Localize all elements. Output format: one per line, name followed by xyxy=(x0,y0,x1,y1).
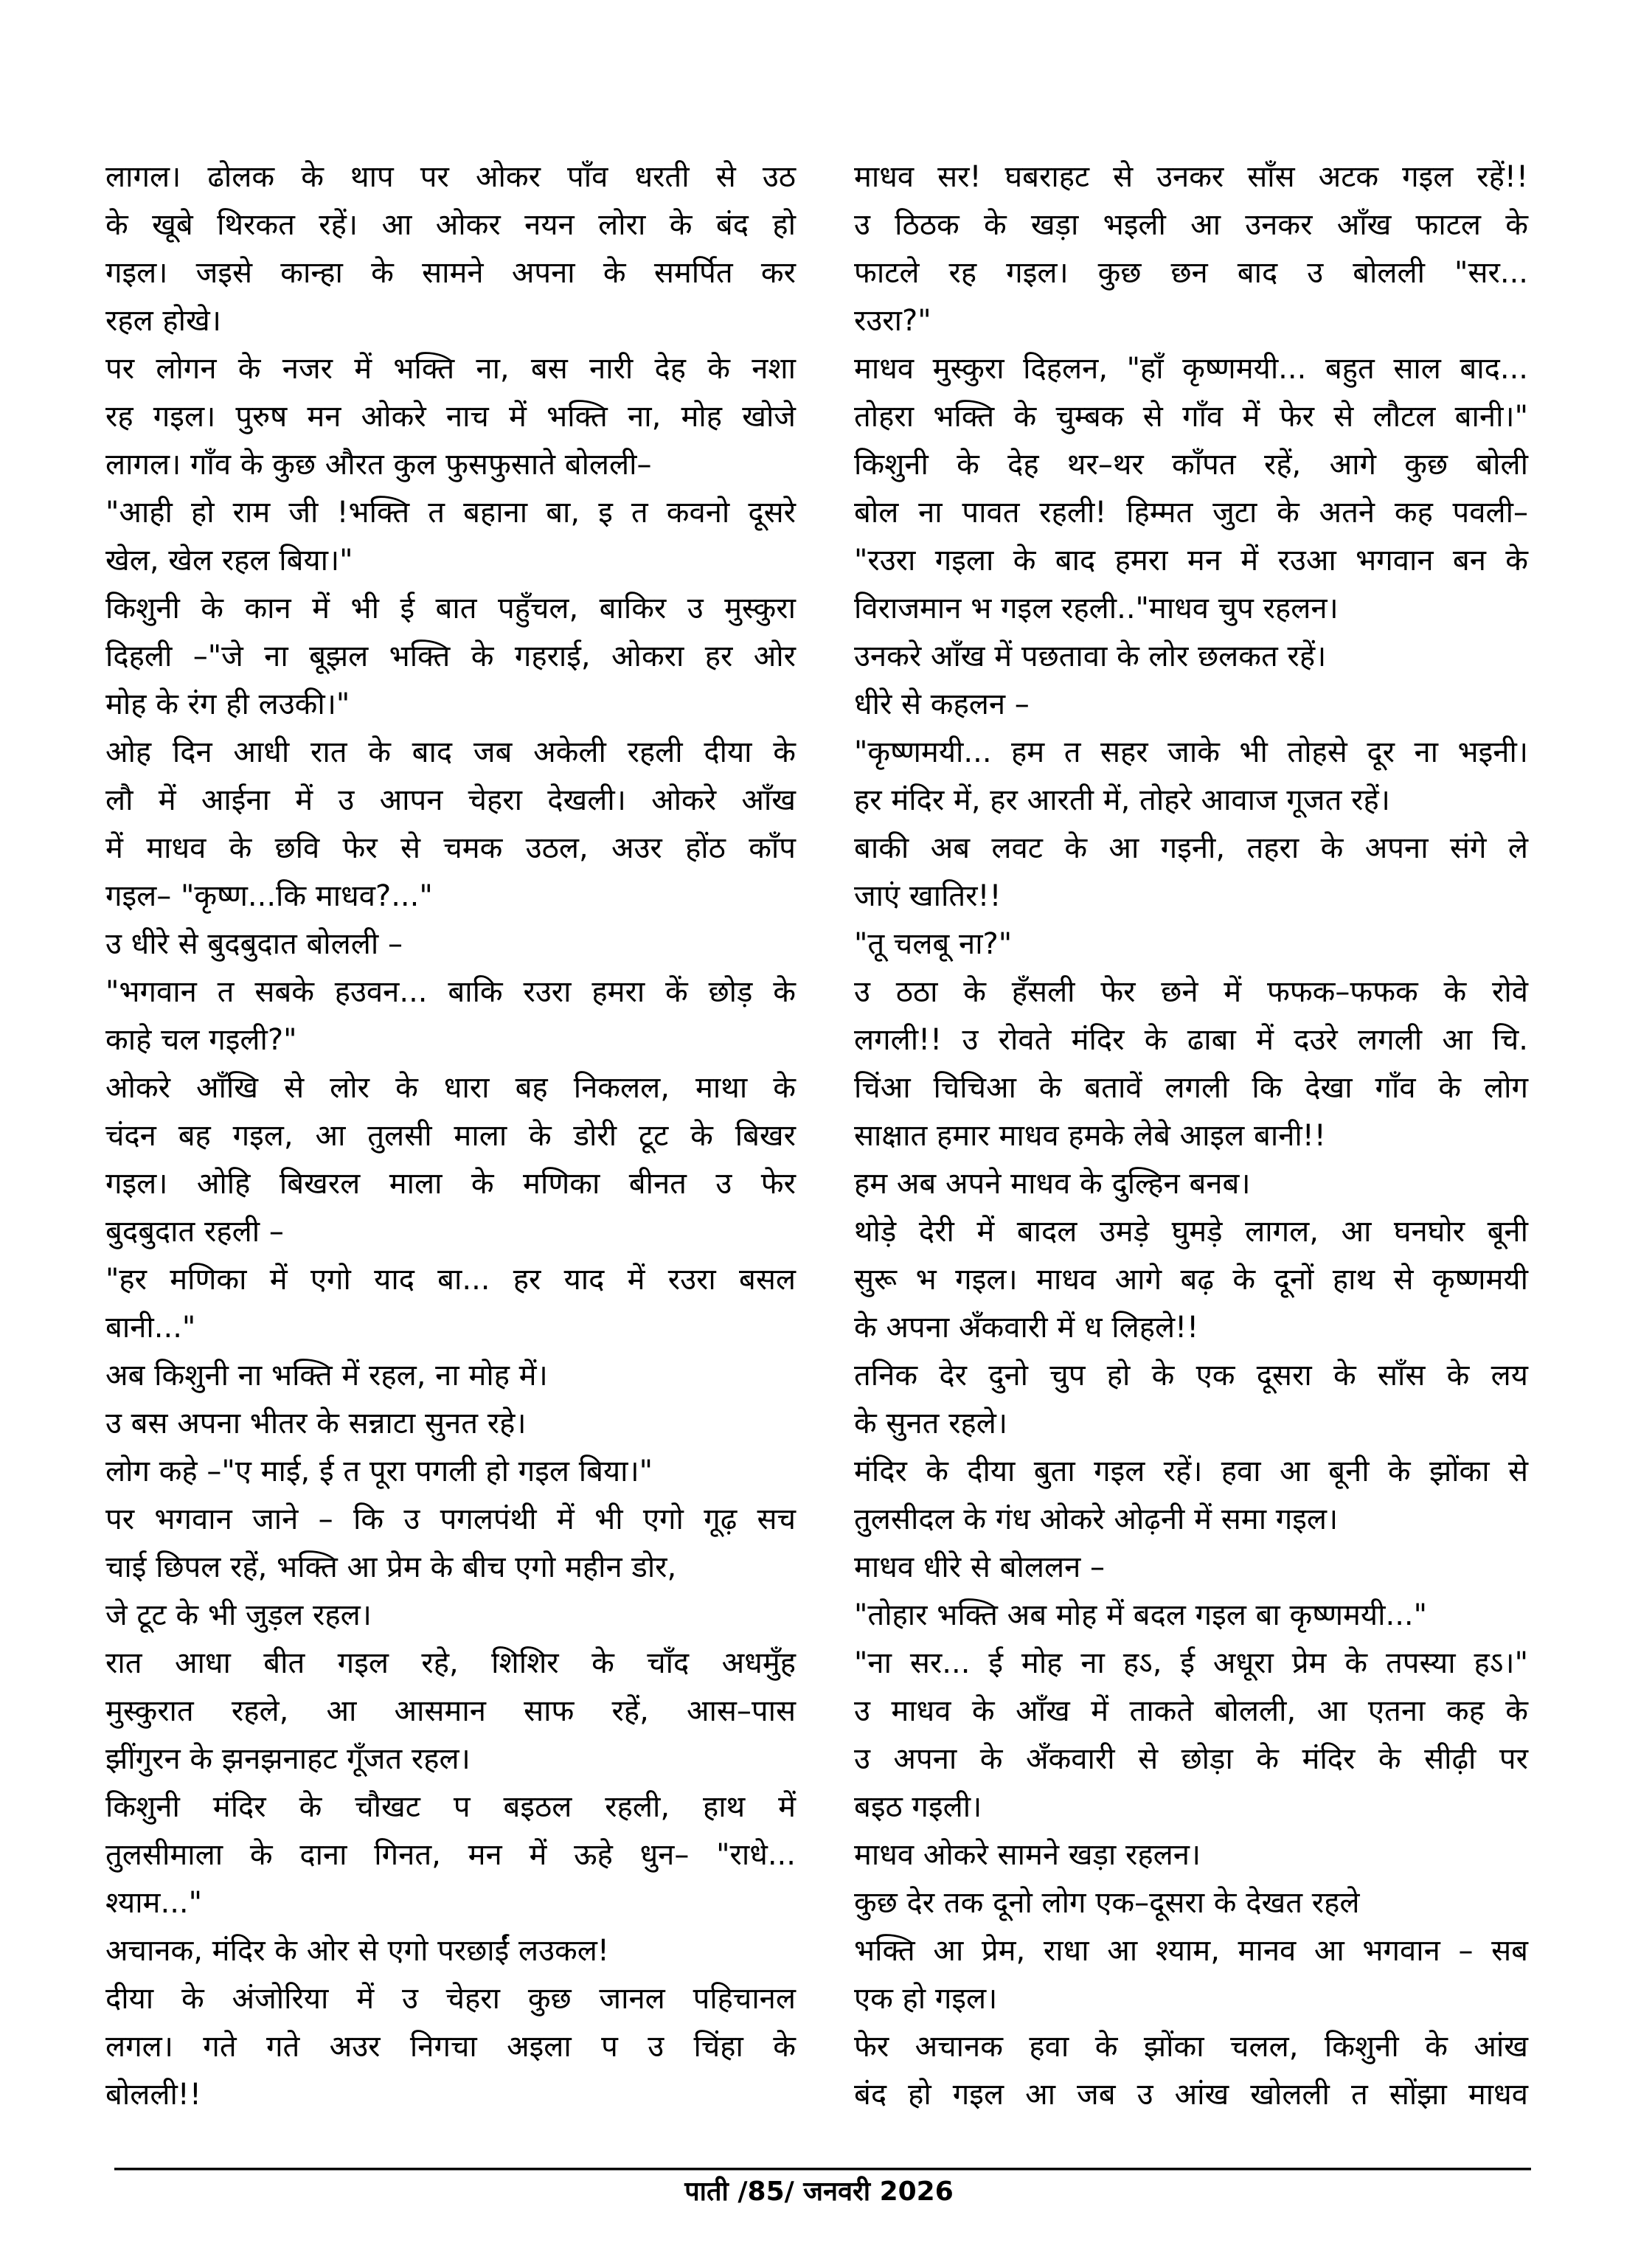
text-line: गइल– "कृष्ण...कि माधव?..." xyxy=(105,879,433,913)
text-line: उ ठठा के हँसली फेर छने में फफक–फफक के रोवे xyxy=(854,975,1528,1009)
text-line: हम अब अपने माधव के दुल्हिन बनब। xyxy=(854,1167,1251,1201)
text-line: बइठ गइली। xyxy=(854,1790,982,1824)
text-line: लोग कहे –"ए माई, ई त पूरा पगली हो गइल बिया।" xyxy=(105,1454,653,1488)
text-line: ओकरे आँखि से लोर के धारा बह निकलल, माथा के xyxy=(105,1071,796,1105)
text-line: बोलली!! xyxy=(105,2078,201,2112)
text-line: रउरा?" xyxy=(854,304,931,338)
text-line: तोहरा भक्ति के चुम्बक से गाँव में फेर से लौटल बानी।" xyxy=(854,400,1528,434)
text-line: श्याम..." xyxy=(105,1886,203,1920)
text-line: उ अपना के अँकवारी से छोड़ा के मंदिर के सीढ़ी पर xyxy=(854,1742,1528,1776)
text-line: रात आधा बीत गइल रहे, शिशिर के चाँद अधमुँह xyxy=(105,1646,796,1680)
text-line: पर भगवान जाने – कि उ पगलपंथी में भी एगो गूढ़ सच xyxy=(105,1502,796,1536)
text-line: "कृष्णमयी... हम त सहर जाके भी तोहसे दूर ना भइनी। xyxy=(854,735,1528,769)
text-line: रह गइल। पुरुष मन ओकरे नाच में भक्ति ना, मोह खोजे xyxy=(105,400,796,434)
text-line: "ना सर... ई मोह ना हऽ, ई अधूरा प्रेम के तपस्या हऽ।" xyxy=(854,1646,1528,1680)
text-line: तनिक देर दुनो चुप हो के एक दूसरा के साँस के लय xyxy=(854,1359,1528,1393)
text-line: फेर अचानक हवा के झोंका चलल, किशुनी के आंख xyxy=(854,2030,1528,2064)
text-line: एक हो गइल। xyxy=(854,1982,998,2016)
text-line: "तू चलबू ना?" xyxy=(854,927,1013,961)
text-line: चिंआ चिचिआ के बतावें लगली कि देखा गाँव के लोग xyxy=(854,1071,1528,1105)
left-column xyxy=(105,153,796,2119)
text-line: जाएं खातिर!! xyxy=(854,879,1002,913)
text-line: उ ठिठक के खड़ा भइली आ उनकर आँख फाटल के xyxy=(854,208,1528,242)
text-line: अब किशुनी ना भक्ति में रहल, ना मोह में। xyxy=(105,1359,548,1393)
text-line: लगल। गते गते अउर निगचा अइला प उ चिंहा के xyxy=(105,2030,796,2064)
text-line: धीरे से कहलन – xyxy=(854,687,1030,721)
text-line: लागल। गाँव के कुछ औरत कुल फुसफुसाते बोलली– xyxy=(105,448,652,482)
text-line: किशुनी के कान में भी ई बात पहुँचल, बाकिर उ मुस्कुरा xyxy=(105,592,796,625)
text-line: के सुनत रहले। xyxy=(854,1407,1008,1440)
text-line: माधव ओकरे सामने खड़ा रहलन। xyxy=(854,1838,1201,1872)
text-line: अचानक, मंदिर के ओर से एगो परछाईं लउकल! xyxy=(105,1934,609,1968)
text-line: में माधव के छवि फेर से चमक उठल, अउर होंठ काँप xyxy=(105,831,796,865)
text-line: उनकरे आँख में पछतावा के लोर छलकत रहें। xyxy=(854,639,1327,673)
text-line: के अपना अँकवारी में ध लिहले!! xyxy=(854,1311,1199,1345)
text-line: "रउरा गइला के बाद हमरा मन में रउआ भगवान बन के xyxy=(854,544,1528,578)
text-line: फाटले रह गइल। कुछ छन बाद उ बोलली "सर... xyxy=(854,256,1528,290)
text-line: बाकी अब लवट के आ गइनी, तहरा के अपना संगे ले xyxy=(854,831,1528,865)
text-line: "हर मणिका में एगो याद बा... हर याद में रउरा बसल xyxy=(105,1263,796,1297)
text-line: काहे चल गइली?" xyxy=(105,1023,297,1057)
text-line: ओह दिन आधी रात के बाद जब अकेली रहली दीया के xyxy=(105,735,796,769)
text-line: माधव सर! घबराहट से उनकर साँस अटक गइल रहें!! xyxy=(854,160,1528,194)
page-footer: पाती /85/ जनवरी 2026 xyxy=(684,2177,954,2207)
text-line: मोह के रंग ही लउकी।" xyxy=(105,687,350,721)
footer-rule xyxy=(114,2168,1531,2171)
text-line: माधव धीरे से बोललन – xyxy=(854,1550,1105,1584)
text-line: दिहली –"जे ना बूझल भक्ति के गहराई, ओकरा हर ओर xyxy=(105,639,796,673)
text-line: हर मंदिर में, हर आरती में, तोहरे आवाज गूजत रहें। xyxy=(854,783,1390,817)
text-line: थोड़े देरी में बादल उमड़े घुमड़े लागल, आ घनघोर बूनी xyxy=(854,1215,1528,1249)
text-line: मंदिर के दीया बुता गइल रहें। हवा आ बूनी के झोंका से xyxy=(854,1454,1528,1488)
text-line: रहल होखे। xyxy=(105,304,221,338)
text-line: माधव मुस्कुरा दिहलन, "हाँ कृष्णमयी... बहुत साल बाद... xyxy=(854,352,1528,386)
right-column xyxy=(854,153,1528,2119)
text-line: कुछ देर तक दूनो लोग एक–दूसरा के देखत रहले xyxy=(854,1886,1360,1920)
text-line: चंदन बह गइल, आ तुलसी माला के डोरी टूट के बिखर xyxy=(105,1119,796,1153)
text-line: गइल। ओहि बिखरल माला के मणिका बीनत उ फेर xyxy=(105,1167,796,1201)
text-line: उ माधव के आँख में ताकते बोलली, आ एतना कह के xyxy=(854,1694,1528,1728)
text-line: लगली!! उ रोवते मंदिर के ढाबा में दउरे लगली आ चि. xyxy=(854,1023,1528,1057)
text-line: "आही हो राम जी !भक्ति त बहाना बा, इ त कवनो दूसरे xyxy=(105,496,796,530)
text-line: भक्ति आ प्रेम, राधा आ श्याम, मानव आ भगवान – सब xyxy=(854,1934,1528,1968)
text-line: दीया के अंजोरिया में उ चेहरा कुछ जानल पहिचानल xyxy=(105,1982,796,2016)
text-line: लौ में आईना में उ आपन चेहरा देखली। ओकरे आँख xyxy=(105,783,796,817)
text-line: बुदबुदात रहली – xyxy=(105,1215,284,1249)
text-line: गइल। जइसे कान्हा के सामने अपना के समर्पित कर xyxy=(105,256,796,290)
text-line: "भगवान त सबके हउवन... बाकि रउरा हमरा कें छोड़ के xyxy=(105,975,796,1009)
text-line: पर लोगन के नजर में भक्ति ना, बस नारी देह के नशा xyxy=(105,352,796,386)
text-line: उ धीरे से बुदबुदात बोलली – xyxy=(105,927,403,961)
text-line: उ बस अपना भीतर के सन्नाटा सुनत रहे। xyxy=(105,1407,527,1440)
text-line: तुलसीदल के गंध ओकरे ओढ़नी में समा गइल। xyxy=(854,1502,1339,1536)
text-line: किशुनी के देह थर–थर काँपत रहें, आगे कुछ बोली xyxy=(854,448,1528,482)
text-line: साक्षात हमार माधव हमके लेबे आइल बानी!! xyxy=(854,1119,1326,1153)
text-line: जे टूट के भी जुड़ल रहल। xyxy=(105,1598,372,1632)
text-line: लागल। ढोलक के थाप पर ओकर पाँव धरती से उठ xyxy=(105,160,796,194)
text-line: के खूबे थिरकत रहें। आ ओकर नयन लोरा के बंद हो xyxy=(105,208,796,242)
text-line: झींगुरन के झनझनाहट गूँजत रहल। xyxy=(105,1742,471,1776)
text-line: बंद हो गइल आ जब उ आंख खोलली त सोंझा माधव xyxy=(854,2078,1528,2112)
text-line: किशुनी मंदिर के चौखट प बइठल रहली, हाथ में xyxy=(105,1790,796,1824)
text-line: मुस्कुरात रहले, आ आसमान साफ रहें, आस–पास xyxy=(105,1694,796,1728)
text-line: विराजमान भ गइल रहली.."माधव चुप रहलन। xyxy=(854,592,1339,625)
text-line: खेल, खेल रहल बिया।" xyxy=(105,544,353,578)
text-line: बानी..." xyxy=(105,1311,196,1345)
text-line: सुरू भ गइल। माधव आगे बढ़ के दूनों हाथ से कृष्णमयी xyxy=(854,1263,1528,1297)
text-line: तुलसीमाला के दाना गिनत, मन में ऊहे धुन– "राधे... xyxy=(105,1838,796,1872)
text-line: बोल ना पावत रहली! हिम्मत जुटा के अतने कह पवली– xyxy=(854,496,1528,530)
text-line: "तोहार भक्ति अब मोह में बदल गइल बा कृष्णमयी..." xyxy=(854,1598,1428,1632)
text-line: चाई छिपल रहें, भक्ति आ प्रेम के बीच एगो महीन डोर, xyxy=(105,1550,677,1584)
